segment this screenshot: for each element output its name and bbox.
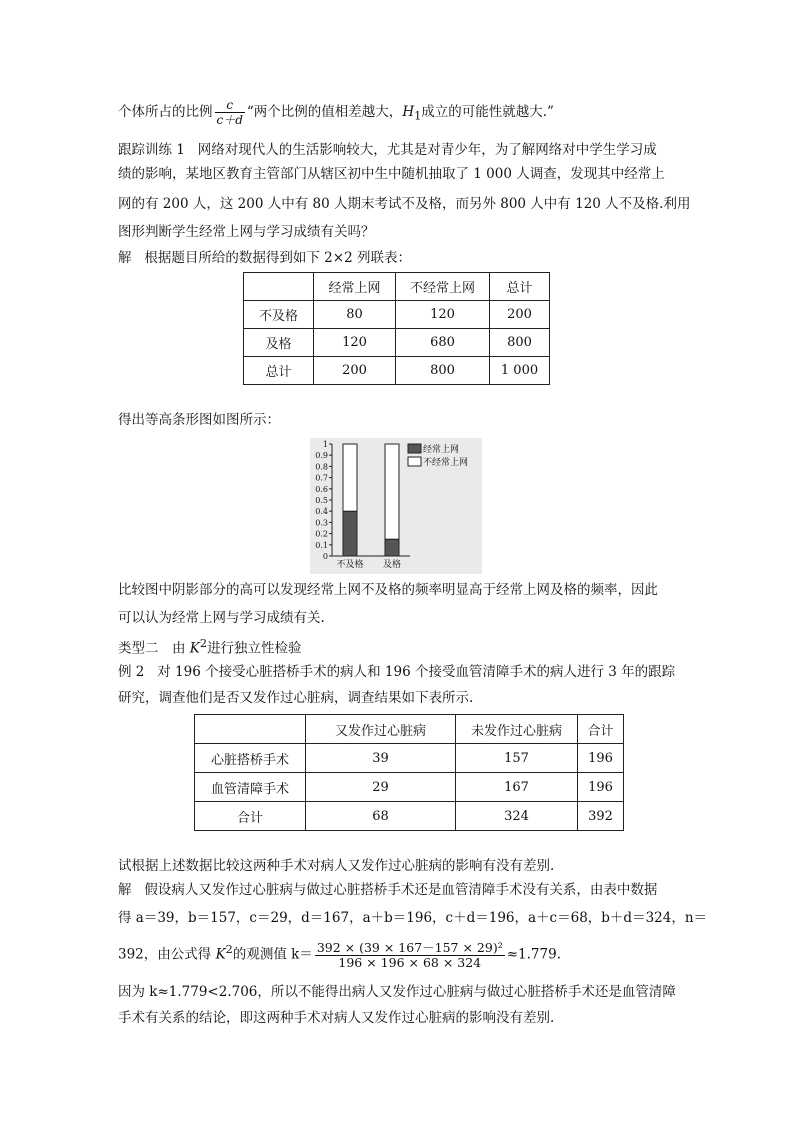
table-row	[195, 773, 624, 802]
compare-line-1: 比较图中阴影部分的高可以发现经常上网不及格的频率明显高于经常上网及格的频率，因此	[118, 582, 658, 598]
y-tick-label: 0.6	[315, 484, 328, 494]
k-symbol: K	[189, 640, 200, 657]
y-tick-label: 0.1	[315, 540, 328, 550]
table2-cell: 392	[578, 802, 624, 831]
table1-cell: 120	[396, 301, 490, 329]
table-row	[244, 329, 550, 357]
y-tick-label: 0.7	[315, 473, 328, 483]
table-row	[244, 301, 550, 329]
exercise-line-2: 绩的影响，某地区教育主管部门从辖区初中生中随机抽取了 1 000 人调查，发现其中经常上	[118, 166, 665, 182]
intro-prefix: 个体所占的比例	[118, 104, 213, 120]
legend-swatch	[408, 457, 421, 466]
table1-header-row	[244, 273, 550, 301]
y-tick-label: 1	[322, 440, 328, 449]
compare-line-2: 可以认为经常上网与学习成绩有关.	[118, 610, 325, 626]
table1-cell: 680	[396, 329, 490, 357]
table1-header-cell	[244, 273, 314, 301]
exercise-label: 跟踪训练 1	[118, 142, 185, 158]
legend-label: 经常上网	[423, 445, 460, 455]
k-superscript: 2	[225, 943, 233, 956]
table1-header-cell: 不经常上网	[396, 273, 490, 301]
table2-header-cell	[195, 715, 306, 744]
bar-segment-frequent	[385, 539, 399, 556]
k-symbol: K	[215, 946, 226, 963]
formula-denominator: 196 × 196 × 68 × 324	[338, 954, 482, 970]
table2-cell: 39	[306, 744, 456, 773]
exercise-line-3: 网的有 200 人，这 200 人中有 80 人期末考试不及格，而另外 800 人中有 120 人不及格.利用	[118, 196, 691, 212]
section-suffix: 进行独立性检验	[207, 640, 302, 657]
table2-cell: 196	[578, 773, 624, 802]
solution2-label: 解	[118, 882, 132, 898]
example2-label: 例 2	[118, 664, 145, 680]
table1-header-cell: 总计	[490, 273, 550, 301]
example2-line-1	[118, 662, 675, 682]
k-formula-fraction	[315, 941, 505, 970]
table2-row-label: 血管清障手术	[195, 773, 306, 802]
solution2-line-2: 得 a＝39，b＝157，c＝29，d＝167，a＋b＝196，c＋d＝196，a＋c＝68，b＋d＝324，n＝	[118, 910, 708, 926]
conclusion-line-2: 手术有关系的结论，即这两种手术对病人又发作过心脏病的影响没有差别.	[118, 1010, 555, 1026]
contingency-table-1	[243, 272, 550, 385]
intro-line	[118, 98, 554, 127]
solution1-text: 根据题目所给的数据得到如下 2×2 列联表：	[144, 250, 411, 266]
formula-mid: 的观测值 k＝	[232, 946, 313, 963]
table2-header-cell: 合计	[578, 715, 624, 744]
table1-cell: 800	[396, 357, 490, 385]
legend-swatch	[408, 444, 421, 453]
table2-cell: 68	[306, 802, 456, 831]
exercise-line-4: 图形判断学生经常上网与学习成绩有关吗？	[118, 224, 375, 240]
table1-header-cell: 经常上网	[314, 273, 396, 301]
bar-segment-infrequent	[385, 444, 399, 539]
legend-label: 不经常上网	[423, 458, 469, 468]
exercise-line-1	[118, 140, 657, 160]
bar-segment-infrequent	[343, 444, 357, 511]
y-tick-label: 0.4	[315, 507, 328, 517]
ratio-fraction	[215, 98, 245, 127]
exercise-text-1: 网络对现代人的生活影响较大，尤其是对青少年，为了解网络对中学生学习成	[197, 142, 657, 158]
solution2-text-1: 假设病人又发作过心脏病与做过心脏搭桥手术还是血管清障手术没有关系，由表中数据	[144, 882, 658, 898]
y-tick-label: 0.8	[315, 462, 328, 472]
table1-row-label: 及格	[244, 329, 314, 357]
y-tick-label: 0.9	[315, 451, 328, 461]
bar-segment-frequent	[343, 511, 357, 556]
table1-cell: 1 000	[490, 357, 550, 385]
table2-cell: 29	[306, 773, 456, 802]
table1-row-label: 总计	[244, 357, 314, 385]
table2-cell: 324	[456, 802, 578, 831]
table-row	[195, 802, 624, 831]
formula-result: ≈1.779.	[506, 946, 561, 963]
intro-suffix-a: “两个比例的值相差越大，	[246, 104, 403, 120]
table-row	[195, 744, 624, 773]
table1-row-label: 不及格	[244, 301, 314, 329]
solution1-label: 解	[118, 250, 132, 266]
hypothesis-symbol: H	[402, 104, 415, 120]
table1-cell: 200	[314, 357, 396, 385]
hypothesis-subscript: 1	[414, 109, 422, 123]
table-row	[244, 357, 550, 385]
conclusion-line-1: 因为 k≈1.779<2.706，所以不能得出病人又发作过心脏病与做过心脏搭桥手术还是血管清障	[118, 984, 676, 1000]
k-superscript: 2	[199, 637, 208, 650]
contingency-table-2	[194, 714, 624, 831]
formula-prefix: 392，由公式得	[118, 946, 216, 963]
intro-suffix-b: 成立的可能性就越大.”	[421, 104, 554, 120]
section-heading	[118, 634, 302, 659]
table1-cell: 120	[314, 329, 396, 357]
solution1-line	[118, 248, 411, 268]
section-prefix: 类型二 由	[118, 640, 190, 657]
table2-cell: 196	[578, 744, 624, 773]
table2-header-cell: 又发作过心脏病	[306, 715, 456, 744]
y-tick-label: 0.3	[315, 518, 328, 528]
y-tick-label: 0.2	[315, 529, 328, 539]
table2-cell: 157	[456, 744, 578, 773]
stacked-bar-chart-panel	[310, 438, 482, 574]
stacked-bar-chart	[310, 438, 482, 574]
table1-cell: 200	[490, 301, 550, 329]
x-tick-label: 不及格	[336, 560, 364, 570]
example2-line-2: 研究，调查他们是否又发作过心脏病，调查结果如下表所示.	[118, 690, 474, 706]
formula-numerator: 392 × (39 × 167－157 × 29)²	[316, 939, 503, 955]
ratio-denominator: c＋d	[216, 113, 243, 127]
x-tick-label: 及格	[382, 560, 402, 570]
solution2-line-1	[118, 880, 657, 900]
ratio-numerator: c	[215, 98, 245, 113]
question2: 试根据上述数据比较这两种手术对病人又发作过心脏病的影响有没有差别.	[118, 858, 555, 874]
y-tick-label: 0	[322, 552, 328, 561]
y-tick-label: 0.5	[315, 496, 328, 505]
table1-cell: 80	[314, 301, 396, 329]
table2-row-label: 心脏搭桥手术	[195, 744, 306, 773]
table2-cell: 167	[456, 773, 578, 802]
table1-cell: 800	[490, 329, 550, 357]
solution2-line-3	[118, 940, 561, 970]
table2-row-label: 合计	[195, 802, 306, 831]
table2-header-row	[195, 715, 624, 744]
example2-text-1: 对 196 个接受心脏搭桥手术的病人和 196 个接受血管清障手术的病人进行 3 年的跟踪	[157, 664, 676, 680]
table2-header-cell: 未发作过心脏病	[456, 715, 578, 744]
chart-intro: 得出等高条形图如图所示：	[118, 412, 280, 428]
